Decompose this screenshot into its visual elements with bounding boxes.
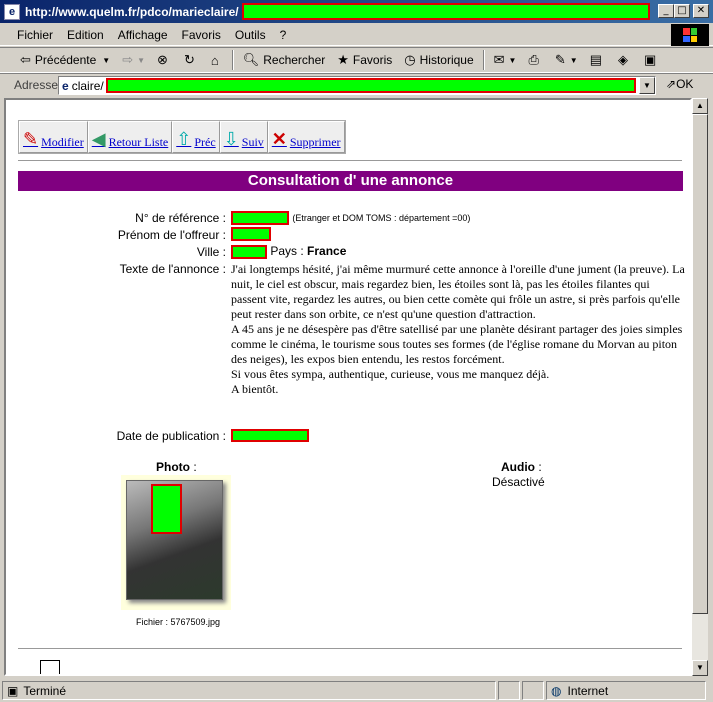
redacted-date [231,429,309,442]
zone-text: Internet [567,683,609,698]
forward-button[interactable] [116,49,151,71]
mail-button[interactable]: ✉ ▼ [493,52,517,67]
page-icon: e [62,78,69,93]
print-icon: ⎙ [528,52,539,67]
status-text: Terminé [23,683,67,698]
desc-paragraph: A 45 ans je ne désespère pas d'être satellisé par une planète désirant partager des joies simples comme le cinéma, le tourisme sous toutes ses formes (de l'église romane du Morvan au piton des neiges), les expos bien entendu, les restos forcément. [231,322,683,366]
redacted-ref [231,211,289,225]
ville-label: Ville : [196,245,226,259]
favorites-icon: ★ [337,52,349,67]
redacted-prenom [231,227,271,241]
delete-x-icon: ✕ [271,129,287,149]
date-value [231,429,309,445]
desc-paragraph: J'ai longtemps hésité, j'ai même murmuré cette annonce à l'oreille d'une jument (la preuve). La nuit, le ciel est obscur, mais regardez bien, les étoiles sont là, pas les étoiles filantes qui passent vite, regardez les autres, ou bien cette comète qui frôle un astre, si près parfois qu'elle peut rester dans son orbite, ce n'est qu'une question d'attraction. [231,262,685,321]
print-button[interactable] [522,49,548,71]
messenger-button[interactable] [612,49,638,71]
address-bar [0,73,713,96]
history-button[interactable]: ◷ Historique [404,52,474,67]
windows-logo-icon [671,24,709,46]
stop-button[interactable] [151,49,178,71]
stop-icon: ⊗ [157,52,168,67]
address-label: Adresse [14,78,59,92]
scroll-down-icon[interactable]: ▼ [692,660,708,676]
maximize-button[interactable]: □ [674,4,690,18]
status-bar [0,679,713,702]
edit-button[interactable]: ✎ ▼ [554,52,578,67]
photo-filename: Fichier : 5767509.jpg [136,617,221,627]
go-arrow-icon: ⇗ [666,77,677,91]
research-button[interactable] [638,49,666,71]
window-title: http://www.quelm.fr/pdco/marieclaire/ [25,4,239,19]
ville-value [231,244,346,259]
document-icon[interactable] [40,660,60,676]
menu-fichier[interactable]: Fichier [17,27,54,42]
redacted-face [151,484,182,534]
redacted-address [106,78,636,93]
close-button[interactable]: ✕ [693,4,709,18]
menu-edition[interactable]: Edition [67,27,104,42]
profile-photo[interactable] [126,480,223,600]
ref-note: (Etranger et DOM TOMS : département =00) [292,212,471,223]
pays-value: France [307,244,347,258]
scrollbar-thumb[interactable] [692,114,708,614]
status-cell [498,681,520,700]
research-icon: ▣ [644,52,657,67]
back-dropdown-icon[interactable]: ▼ [102,55,111,65]
desc-paragraph: A bientôt. [231,382,279,396]
minimize-button[interactable]: _ [658,4,674,18]
mail-icon: ✉ [493,52,505,67]
back-button[interactable]: ⇦ Précédente ▼ [20,52,111,67]
address-input[interactable] [58,76,656,95]
ie-icon: e [4,4,20,20]
home-button[interactable] [205,49,229,71]
prenom-label: Prénom de l'offreur : [117,228,226,242]
ref-label: N° de référence : [135,211,226,225]
menu-bar [0,24,713,46]
page-content [4,98,692,676]
search-button[interactable]: 🔍︎ Rechercher [242,52,326,67]
refresh-icon: ↻ [183,52,195,67]
home-icon: ⌂ [210,52,219,68]
suiv-link[interactable]: ⇩ Suiv [220,121,268,153]
up-arrow-icon: ⇧ [176,129,192,149]
scroll-up-icon[interactable]: ▲ [692,98,708,114]
pen-icon: ✎ [23,129,39,149]
pays-label: Pays : [270,244,304,258]
redacted-ville [231,245,267,259]
edit-icon: ✎ [554,52,566,67]
history-icon: ◷ [404,52,416,67]
page-banner: Consultation d' une annonce [18,171,683,191]
desc-paragraph: Si vous êtes sympa, authentique, curieuse, vous me manquez déjà. [231,367,550,381]
go-button[interactable]: ⇗OK [666,77,694,91]
menu-help[interactable]: ? [279,27,287,42]
status-text-cell [2,681,496,700]
down-arrow-icon: ⇩ [223,129,239,149]
address-dropdown-icon[interactable]: ▼ [639,77,655,94]
photo-label: Photo : [156,460,197,474]
back-arrow-icon: ⇦ [20,52,31,67]
audio-value: Désactivé [492,475,545,489]
discuss-button[interactable] [584,49,612,71]
audio-label: Audio : [501,460,542,474]
status-cell [522,681,544,700]
date-label: Date de publication : [116,429,226,443]
redacted-title [242,3,650,20]
vertical-scrollbar[interactable] [692,98,708,676]
messenger-icon: ◈ [618,52,628,67]
photo-frame [121,475,231,610]
prec-link[interactable]: ⇧ Préc [172,121,219,153]
toolbar [0,47,713,73]
search-icon: 🔍︎ [242,52,260,67]
zone-cell [546,681,706,700]
refresh-button[interactable] [178,49,205,71]
menu-affichage[interactable]: Affichage [117,27,168,42]
address-value: claire/ [71,78,104,93]
discuss-icon: ▤ [589,52,602,67]
divider-top [18,160,682,162]
done-page-icon: ▣ [7,683,19,698]
action-bar [18,120,346,154]
window-title-bar [0,0,713,23]
toolbar-separator [483,50,485,70]
menu-favoris[interactable]: Favoris [181,27,221,42]
forward-arrow-icon: ⇨ [122,52,134,67]
modifier-link[interactable]: ✎ Modifier [19,121,88,153]
favorites-button[interactable]: ★ Favoris [337,52,393,67]
back-list-icon: ◀ [91,129,106,149]
ref-value [231,210,470,225]
prenom-value [231,227,271,244]
divider-bottom [18,648,682,650]
toolbar-separator [232,50,234,70]
announcement-text [231,262,686,397]
retour-liste-link[interactable]: ◀ Retour Liste [88,121,173,153]
forward-dropdown-icon[interactable]: ▼ [137,55,146,65]
globe-icon: ◍ [551,683,562,698]
supprimer-link[interactable]: ✕ Supprimer [268,121,345,153]
menu-outils[interactable]: Outils [234,27,266,42]
texte-label: Texte de l'annonce : [119,262,226,276]
